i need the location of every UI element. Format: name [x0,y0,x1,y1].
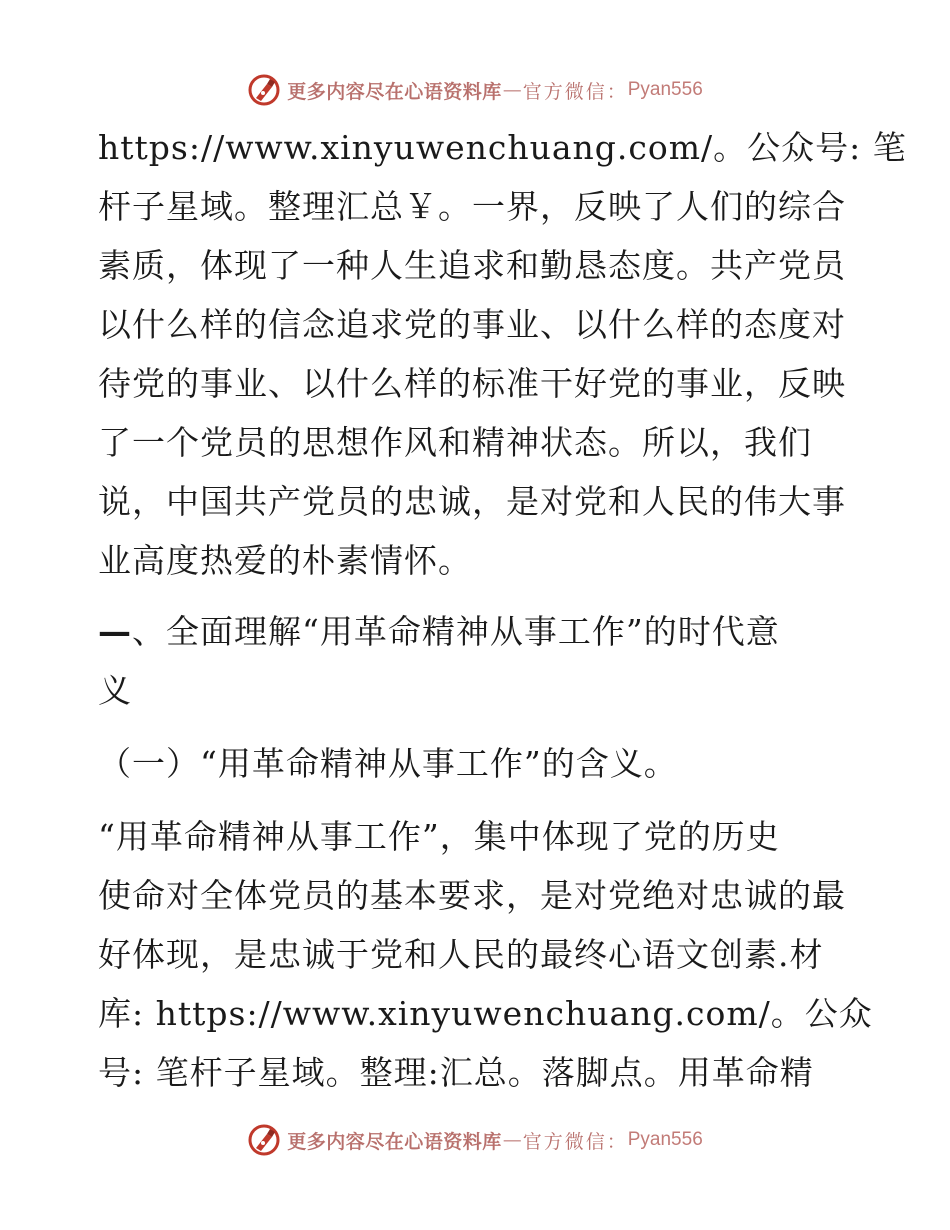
banner-wechat-id: Pyan556 [627,79,703,100]
heading-line-1 [98,602,858,661]
text-line: 说，中国共产党员的忠诚，是对党和人民的伟大事 [98,482,846,521]
heading-text: 、全面理解“用革命精神从事工作”的时代意 [132,612,780,651]
text-line: 了一个党员的思想作风和精神状态。所以，我们 [98,423,812,462]
paragraph-1 [98,118,907,590]
text-line: 素质，体现了一种人生追求和勤恳态度。共产党员 [98,246,846,285]
header-banner [0,70,950,110]
text-line: 号: 笔杆子星域。整理:汇总。落脚点。用革命精 [98,1053,814,1092]
text-line: 库: https://www.xinyuwenchuang.com/。公众 [98,994,873,1033]
text-line: 以什么样的信念追求党的事业、以什么样的态度对 [98,305,846,344]
text-line: “用革命精神从事工作”，集中体现了党的历史 [98,817,780,856]
banner-official-label: 官方微信： [522,1130,628,1153]
text-line: 使命对全体党员的基本要求，是对党绝对忠诚的最 [98,876,846,915]
banner-official-label: 官方微信： [522,80,628,103]
paragraph-2 [98,807,873,1102]
pen-logo-icon [247,73,281,107]
document-body [98,118,907,1102]
banner-main-text: 更多内容尽在心语资料库 [287,1130,502,1153]
text-line: 业高度热爱的朴素情怀。 [98,541,472,580]
text-line: https://www.xinyuwenchuang.com/。公众号: 笔 [98,128,907,167]
heading-marker: — [98,612,132,651]
banner-main-text: 更多内容尽在心语资料库 [287,80,502,103]
banner-separator: — [502,79,522,101]
section-heading [98,602,858,720]
text-line: 好体现，是忠诚于党和人民的最终心语文创素.材 [98,935,824,974]
heading-line-2: 义 [98,671,132,710]
pen-logo-icon [247,1123,281,1157]
text-line: 杆子星域。整理汇总￥。一界，反映了人们的综合 [98,187,846,226]
banner-wechat-id: Pyan556 [627,1129,703,1150]
banner-separator: — [502,1129,522,1151]
subheading: （一）“用革命精神从事工作”的含义。 [98,744,678,783]
text-line: 待党的事业、以什么样的标准干好党的事业，反映 [98,364,846,403]
footer-banner [0,1120,950,1160]
